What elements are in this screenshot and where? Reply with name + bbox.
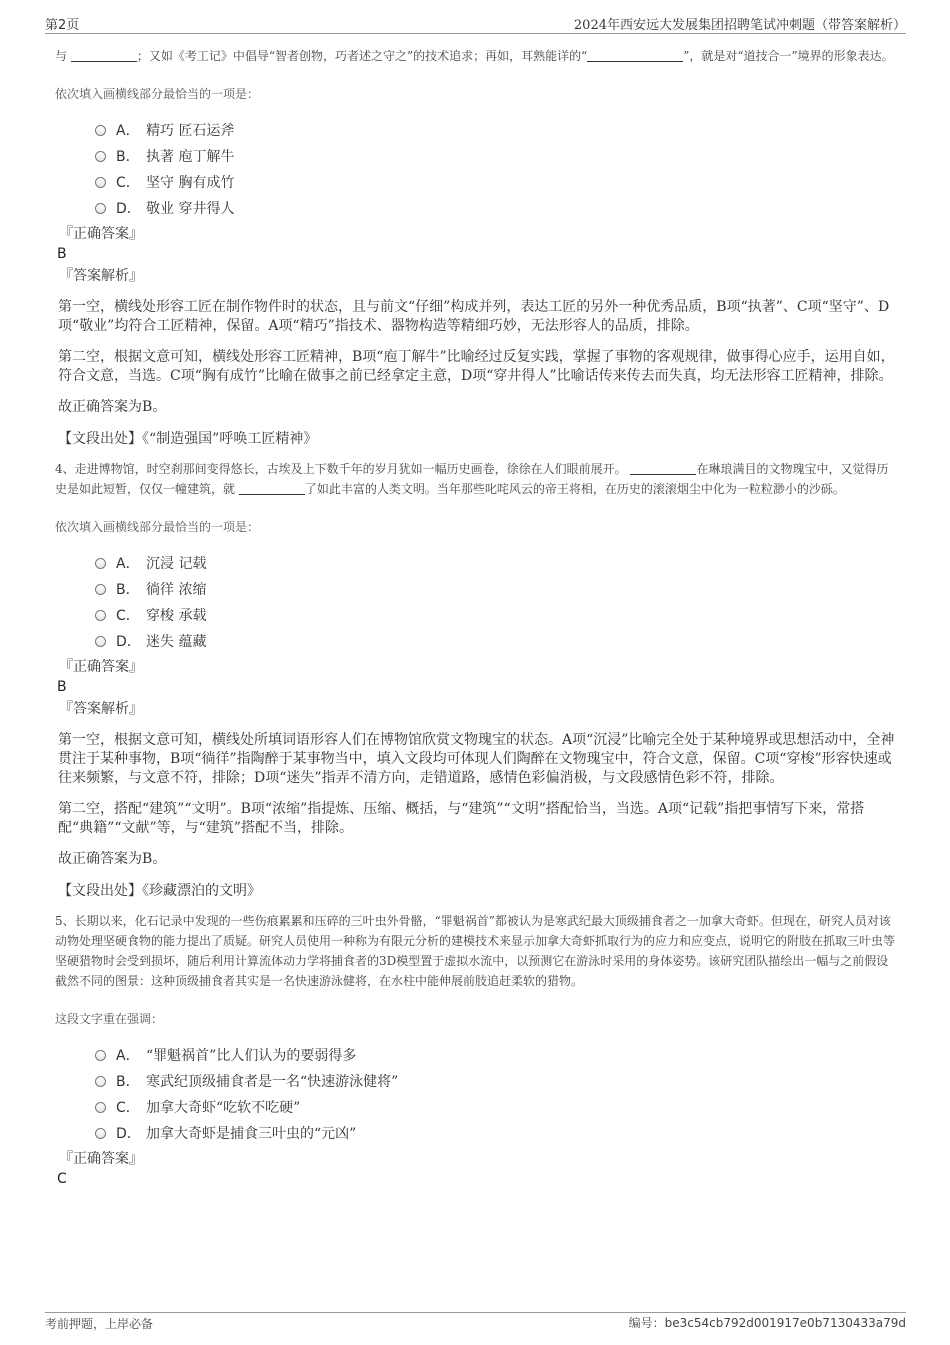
radio-icon[interactable] (95, 558, 106, 569)
q4-explanation-label: 『答案解析』 (59, 701, 143, 717)
option-letter: D． (116, 1126, 141, 1142)
q5-answer: C (57, 1171, 67, 1187)
q4-stem-part-c: 了如此丰富的人类文明。当年那些叱咤风云的帝王将相，在历史的滚滚烟尘中化为一粒粒渺小的沙砾。 (304, 482, 845, 496)
q3-prompt: 依次填入画横线部分最恰当的一项是： (55, 87, 260, 101)
q5-option-c[interactable] (95, 1094, 895, 1120)
option-text: 加拿大奇虾是捕食三叶虫的“元凶” (146, 1126, 357, 1142)
q4-prompt: 依次填入画横线部分最恰当的一项是： (55, 520, 260, 534)
radio-icon[interactable] (95, 584, 106, 595)
option-text: 坚守 胸有成竹 (146, 175, 235, 191)
option-letter: D． (116, 634, 141, 650)
q4-option-d[interactable] (95, 628, 895, 654)
q3-option-c[interactable] (95, 169, 895, 195)
radio-icon[interactable] (95, 1102, 106, 1113)
q4-source: 【文段出处】《珍藏漂泊的文明》 (58, 883, 261, 899)
radio-icon[interactable] (95, 125, 106, 136)
q3-option-b[interactable] (95, 143, 895, 169)
q3-explanation-1: 第一空，横线处形容工匠在制作物件时的状态，且与前文“仔细”构成并列，表达工匠的另外一种优秀品质，B项“执著”、C项“坚守”、D项“敬业”均符合工匠精神，保留。A项“精巧”指技术、器物构造等精细巧妙，无法形容人的品质，排除。 (58, 299, 890, 334)
option-text: 执著 庖丁解牛 (146, 149, 235, 165)
q4-blank-2 (239, 481, 305, 495)
q3-explanation-label: 『答案解析』 (59, 268, 143, 284)
header-divider (45, 33, 906, 34)
q4-stem-part-a: 4、走进博物馆，时空刹那间变得悠长，古埃及上下数千年的岁月犹如一幅历史画卷，徐徐在人们眼前展开。 (55, 462, 627, 476)
document-id-label: 编号： (628, 1316, 665, 1330)
q3-stem-part-b: ；又如《考工记》中倡导“智者创物，巧者述之守之”的技术追求；再如，耳熟能详的“ (136, 49, 588, 63)
option-letter: B． (116, 149, 140, 165)
option-text: 穿梭 承载 (146, 608, 207, 624)
radio-icon[interactable] (95, 177, 106, 188)
page-header (0, 0, 950, 34)
q3-option-d[interactable] (95, 195, 895, 221)
q4-explanation-1: 第一空，根据文意可知，横线处所填词语形容人们在博物馆欣赏文物瑰宝的状态。A项“沉浸”比喻完全处于某种境界或思想活动中，全神贯注于某种事物，B项“徜徉”指陶醉于某事物当中，填入文段均可体现人们陶醉在文物瑰宝中，符合文意，保留。C项“穿梭”形容快速或往来频繁，与文意不符，排除；D项“迷失”指弄不清方向，走错道路，感情色彩偏消极，与文段感情色彩不符，排除。 (58, 732, 895, 786)
q3-blank-1 (71, 48, 137, 62)
q3-blank-2 (587, 48, 683, 62)
q4-answer: B (57, 679, 67, 695)
footer-slogan: 考前押题，上岸必备 (45, 1317, 154, 1331)
q5-option-b[interactable] (95, 1068, 895, 1094)
option-letter: B． (116, 582, 140, 598)
q3-stem (55, 46, 895, 66)
q4-option-c[interactable] (95, 602, 895, 628)
option-letter: C． (116, 175, 140, 191)
option-text: 敬业 穿井得人 (146, 201, 235, 217)
radio-icon[interactable] (95, 203, 106, 214)
q4-options (95, 550, 895, 654)
radio-icon[interactable] (95, 1050, 106, 1061)
q3-answer-label: 『正确答案』 (59, 226, 143, 242)
radio-icon[interactable] (95, 1076, 106, 1087)
footer-divider (45, 1312, 906, 1313)
option-letter: A． (116, 556, 140, 572)
option-text: 加拿大奇虾“吃软不吃硬” (146, 1100, 301, 1116)
option-letter: B． (116, 1074, 140, 1090)
q3-answer: B (57, 246, 67, 262)
radio-icon[interactable] (95, 610, 106, 621)
document-id-code: be3c54cb792d001917e0b7130433a79d (664, 1316, 906, 1330)
document-title: 2024年西安远大发展集团招聘笔试冲刺题（带答案解析） (573, 18, 906, 33)
option-text: 徜徉 浓缩 (146, 582, 207, 598)
option-text: 寒武纪顶级捕食者是一名“快速游泳健将” (146, 1074, 399, 1090)
option-text: 沉浸 记载 (146, 556, 207, 572)
q4-blank-1 (630, 461, 696, 475)
q3-option-a[interactable] (95, 117, 895, 143)
radio-icon[interactable] (95, 636, 106, 647)
q5-option-d[interactable] (95, 1120, 895, 1146)
q4-option-b[interactable] (95, 576, 895, 602)
radio-icon[interactable] (95, 151, 106, 162)
page-number: 第2页 (45, 18, 80, 33)
q3-explanation-3: 故正确答案为B。 (58, 399, 167, 415)
option-text: 迷失 蕴藏 (146, 634, 207, 650)
q3-explanation-2: 第二空，根据文意可知，横线处形容工匠精神，B项“庖丁解牛”比喻经过反复实践，掌握了事物的客观规律，做事得心应手，运用自如，符合文意，当选。C项“胸有成竹”比喻在做事之前已经拿定主意，D项“穿井得人”比喻话传来传去而失真，均无法形容工匠精神，排除。 (58, 349, 895, 384)
option-text: “罪魁祸首”比人们认为的要弱得多 (146, 1048, 357, 1064)
q3-options (95, 117, 895, 221)
q3-source: 【文段出处】《“制造强国”呼唤工匠精神》 (58, 431, 318, 447)
q4-stem (55, 459, 895, 499)
option-letter: D． (116, 201, 141, 217)
q4-stem-part-b: 在琳琅满目的文物瑰宝中，又觉得历史是如此短暂，仅仅一幢建筑，就 (55, 462, 889, 496)
page-content (55, 46, 895, 1189)
q4-answer-label: 『正确答案』 (59, 659, 143, 675)
q4-explanation-3: 故正确答案为B。 (58, 851, 167, 867)
option-letter: C． (116, 608, 140, 624)
q5-answer-label: 『正确答案』 (59, 1151, 143, 1167)
q3-stem-part-a: 与 (55, 49, 68, 63)
option-text: 精巧 匠石运斧 (146, 123, 235, 139)
q3-stem-part-c: ”，就是对“道技合一”境界的形象表达。 (683, 49, 894, 63)
q4-option-a[interactable] (95, 550, 895, 576)
radio-icon[interactable] (95, 1128, 106, 1139)
option-letter: A． (116, 123, 140, 139)
q5-prompt: 这段文字重在强调： (55, 1012, 164, 1026)
q5-stem: 5、长期以来，化石记录中发现的一些伤痕累累和压碎的三叶虫外骨骼，“罪魁祸首”都被认为是寒武纪最大顶级捕食者之一加拿大奇虾。但现在，研究人员对该动物处理坚硬食物的能力提出了质疑。研究人员使用一种称为有限元分析的建模技术来显示加拿大奇虾抓取行为的应力和应变点，说明它的附肢在抓取三叶虫等坚硬猎物时会受到损坏，随后利用计算流体动力学将捕食者的3D模型置于虚拟水流中，以预测它在游泳时采用的身体姿势。该研究团队描绘出一幅与之前假设截然不同的图景：这种顶级捕食者其实是一名快速游泳健将，在水柱中能伸展前肢追赶柔软的猎物。 (55, 914, 896, 988)
document-id (629, 1314, 906, 1331)
option-letter: C． (116, 1100, 140, 1116)
q4-explanation-2: 第二空，搭配“建筑”“文明”。B项“浓缩”指提炼、压缩、概括，与“建筑”“文明”搭配恰当，当选。A项“记载”指把事情写下来，常搭配“典籍”“文献”等，与“建筑”搭配不当，排除。 (58, 801, 865, 836)
q5-options (95, 1042, 895, 1146)
option-letter: A． (116, 1048, 140, 1064)
q5-option-a[interactable] (95, 1042, 895, 1068)
page-footer (0, 1308, 950, 1345)
